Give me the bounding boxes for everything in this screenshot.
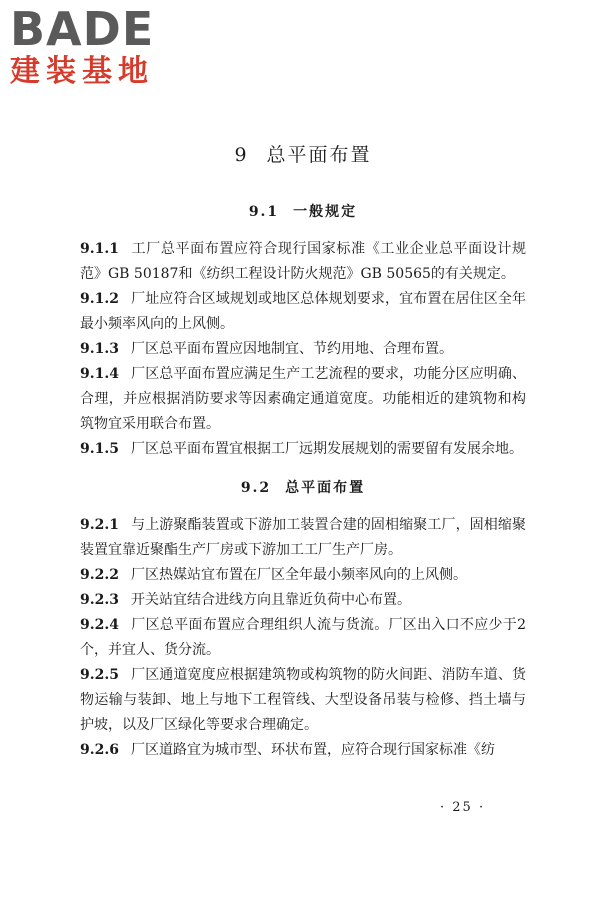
section-title — [80, 476, 526, 501]
section-number: 9.2 — [240, 480, 272, 496]
clause-text: 厂区总平面布置应因地制宜、节约用地、合理布置。 — [130, 341, 453, 357]
clause — [80, 663, 526, 738]
clause-number: 9.2.2 — [80, 567, 119, 583]
clause — [80, 738, 526, 763]
clause-number: 9.2.5 — [80, 667, 119, 683]
clause-text: 厂址应符合区域规划或地区总体规划要求，宜布置在居住区全年最小频率风向的上风侧。 — [80, 291, 526, 332]
clause — [80, 563, 526, 588]
clause-number: 9.2.6 — [80, 742, 119, 758]
section-title — [80, 200, 526, 225]
clause — [80, 237, 526, 287]
clause-text: 厂区通道宽度应根据建筑物或构筑物的防火间距、消防车道、货物运输与装卸、地上与地下工程管线、大型设备吊装与检修、挡土墙与护坡，以及厂区绿化等要求合理确定。 — [80, 667, 526, 733]
chapter-number: 9 — [234, 144, 249, 166]
clause — [80, 337, 526, 362]
section-title-text: 总平面布置 — [285, 480, 366, 496]
brand-logo — [10, 2, 180, 90]
clause-number: 9.1.4 — [80, 366, 119, 382]
clause-text: 厂区总平面布置宜根据工厂远期发展规划的需要留有发展余地。 — [130, 441, 523, 457]
clause — [80, 613, 526, 663]
clause-number: 9.1.1 — [80, 241, 119, 257]
clause-number: 9.2.1 — [80, 517, 119, 533]
logo-subtitle: 建装基地 — [10, 54, 154, 89]
clause — [80, 588, 526, 613]
section-number: 9.1 — [248, 204, 280, 220]
chapter-title — [80, 140, 526, 170]
clause-number: 9.1.2 — [80, 291, 119, 307]
logo-wordmark: BADE — [10, 2, 155, 56]
clause-text: 厂区总平面布置应合理组织人流与货流。厂区出入口不应少于2个，并宜人、货分流。 — [80, 617, 526, 658]
chapter-title-text: 总平面布置 — [266, 144, 372, 166]
clause-text: 开关站宜结合进线方向且靠近负荷中心布置。 — [130, 592, 411, 608]
clause-text: 与上游聚酯装置或下游加工装置合建的固相缩聚工厂，固相缩聚装置宜靠近聚酯生产厂房或下游加工工厂生产厂房。 — [80, 517, 526, 558]
clause-number: 9.2.3 — [80, 592, 119, 608]
clause-number: 9.1.5 — [80, 441, 119, 457]
clause-number: 9.1.3 — [80, 341, 119, 357]
document-page — [80, 140, 526, 763]
clause — [80, 437, 526, 462]
clause-text: 厂区热媒站宜布置在厂区全年最小频率风向的上风侧。 — [130, 567, 467, 583]
section-gap — [80, 462, 526, 476]
clause — [80, 513, 526, 563]
clause-number: 9.2.4 — [80, 617, 119, 633]
clause-text: 厂区道路宜为城市型、环状布置，应符合现行国家标准《纺 — [130, 742, 495, 758]
clause-text: 厂区总平面布置应满足生产工艺流程的要求，功能分区应明确、合理，并应根据消防要求等因素确定通道宽度。功能相近的建筑物和构筑物宜采用联合布置。 — [80, 366, 526, 432]
page-number: · 25 · — [440, 800, 486, 815]
clause-text: 工厂总平面布置应符合现行国家标准《工业企业总平面设计规范》GB 50187和《纺织工程设计防火规范》GB 50565的有关规定。 — [80, 241, 526, 282]
section-title-text: 一般规定 — [293, 204, 358, 220]
clause — [80, 362, 526, 437]
clause — [80, 287, 526, 337]
